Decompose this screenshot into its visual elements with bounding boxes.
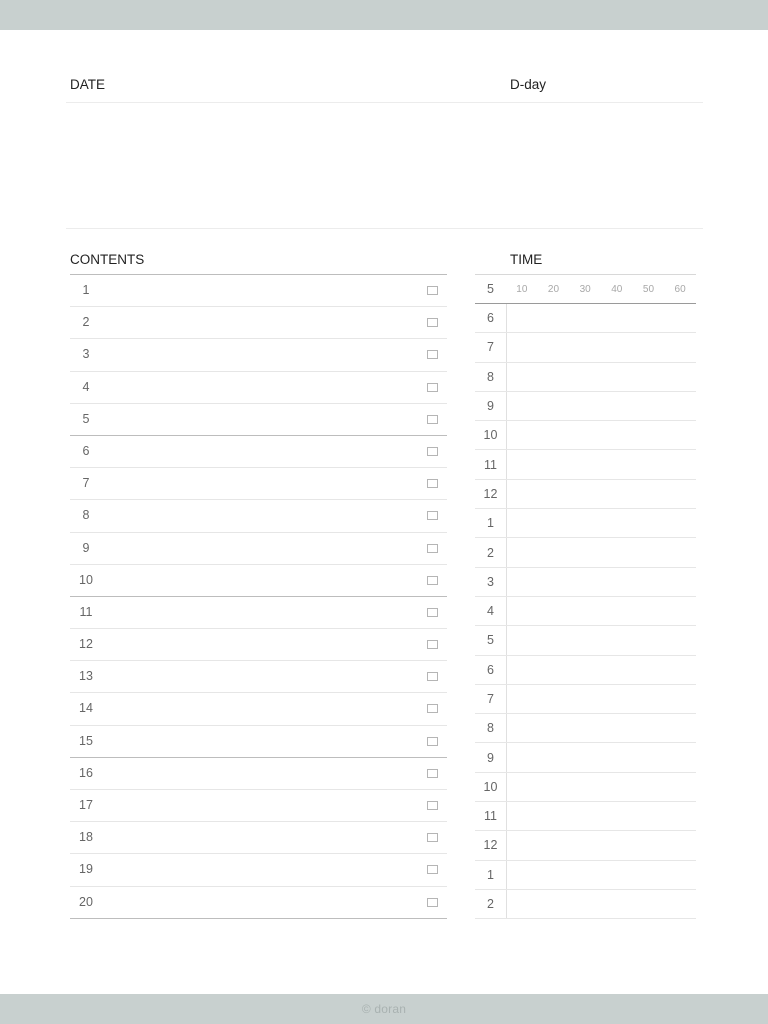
checkbox[interactable]: [427, 286, 438, 295]
time-hour-label: 7: [475, 333, 507, 361]
time-hour-label: 12: [475, 831, 507, 859]
contents-row[interactable]: [70, 854, 447, 886]
minute-tick-label: 20: [547, 283, 560, 295]
checkbox[interactable]: [427, 898, 438, 907]
contents-row-number: 12: [79, 637, 93, 652]
dday-label: D-day: [510, 77, 547, 92]
checkbox[interactable]: [427, 704, 438, 713]
contents-row[interactable]: [70, 887, 447, 919]
time-hour-label: 3: [475, 568, 507, 596]
time-row[interactable]: [475, 714, 696, 743]
time-row[interactable]: [475, 773, 696, 802]
time-hour-label: 1: [475, 509, 507, 537]
contents-row-number: 9: [82, 540, 90, 555]
time-hour-label: 5: [475, 626, 507, 654]
contents-row-number: 2: [82, 315, 90, 330]
contents-row-number: 3: [82, 347, 90, 362]
checkbox[interactable]: [427, 801, 438, 810]
checkbox[interactable]: [427, 737, 438, 746]
time-row[interactable]: [475, 626, 696, 655]
checkbox[interactable]: [427, 544, 438, 553]
contents-row-number: 18: [79, 830, 93, 845]
contents-row-number: 1: [82, 283, 90, 297]
contents-row-number: 10: [79, 572, 93, 587]
checkbox[interactable]: [427, 608, 438, 617]
time-hour-label: 11: [475, 450, 507, 478]
contents-row[interactable]: [70, 404, 447, 436]
contents-row[interactable]: [70, 758, 447, 790]
time-hour-label: 2: [475, 538, 507, 566]
contents-row-number: 8: [82, 508, 90, 523]
time-row[interactable]: [475, 480, 696, 509]
contents-row[interactable]: [70, 500, 447, 532]
bottom-bar: [0, 994, 768, 1024]
time-row[interactable]: [475, 831, 696, 860]
contents-row-number: 4: [82, 379, 90, 394]
time-row[interactable]: [475, 861, 696, 890]
contents-row-number: 5: [82, 411, 90, 426]
contents-row-number: 15: [79, 733, 93, 748]
time-row[interactable]: [475, 743, 696, 772]
contents-list: [70, 274, 447, 919]
time-row[interactable]: [475, 304, 696, 333]
time-row[interactable]: [475, 685, 696, 714]
time-hour-label: 10: [475, 773, 507, 801]
footer-credit: © doran: [361, 1002, 407, 1016]
checkbox[interactable]: [427, 833, 438, 842]
contents-row[interactable]: [70, 693, 447, 725]
checkbox[interactable]: [427, 479, 438, 488]
time-hour-label: 1: [475, 861, 507, 889]
contents-row[interactable]: [70, 629, 447, 661]
minute-scale: [506, 275, 696, 303]
checkbox[interactable]: [427, 511, 438, 520]
notes-area-rule: [66, 228, 703, 229]
contents-row-number: 16: [79, 765, 93, 780]
minute-tick-label: 40: [611, 283, 623, 295]
contents-row-number: 6: [82, 443, 90, 458]
checkbox[interactable]: [427, 865, 438, 874]
time-hour-label: 7: [475, 685, 507, 713]
contents-row-number: 7: [82, 476, 90, 491]
time-hour-label: 12: [475, 480, 507, 508]
contents-row[interactable]: [70, 275, 447, 307]
time-row[interactable]: [475, 450, 696, 479]
contents-row-number: 11: [79, 604, 93, 619]
checkbox[interactable]: [427, 383, 438, 392]
time-hour-label: 6: [475, 304, 507, 332]
contents-row[interactable]: [70, 307, 447, 339]
contents-row[interactable]: [70, 661, 447, 693]
time-row[interactable]: [475, 363, 696, 392]
contents-row[interactable]: [70, 339, 447, 371]
top-bar: [0, 0, 768, 30]
time-row[interactable]: [475, 333, 696, 362]
time-row[interactable]: [475, 568, 696, 597]
contents-row-number: 19: [79, 862, 93, 877]
minute-tick-label: 10: [516, 283, 528, 295]
time-hour-label: 8: [475, 714, 507, 742]
contents-row[interactable]: [70, 790, 447, 822]
header-rule: [66, 102, 703, 103]
minute-tick-label: 30: [579, 283, 591, 295]
contents-row-number: 17: [79, 798, 93, 812]
contents-row-number: 20: [79, 894, 93, 909]
time-hour-label: 6: [475, 656, 507, 684]
time-row[interactable]: [475, 890, 696, 919]
time-row[interactable]: [475, 802, 696, 831]
contents-row-number: 13: [79, 669, 93, 684]
contents-row[interactable]: [70, 533, 447, 565]
minute-tick-label: 60: [674, 283, 686, 295]
time-hour-label: 2: [475, 890, 507, 918]
time-start-hour: 5: [487, 282, 494, 296]
time-hour-label: 9: [475, 743, 507, 771]
time-hour-label: 9: [475, 392, 507, 420]
time-hour-label: 4: [475, 597, 507, 625]
checkbox[interactable]: [427, 447, 438, 456]
checkbox[interactable]: [427, 576, 438, 585]
time-rows: [475, 304, 696, 919]
time-row[interactable]: [475, 421, 696, 450]
contents-row[interactable]: [70, 436, 447, 468]
checkbox[interactable]: [427, 672, 438, 681]
checkbox[interactable]: [427, 415, 438, 424]
contents-row[interactable]: [70, 372, 447, 404]
contents-row[interactable]: [70, 468, 447, 500]
time-header-row: [475, 275, 696, 304]
time-row[interactable]: [475, 597, 696, 626]
time-row[interactable]: [475, 509, 696, 538]
checkbox[interactable]: [427, 640, 438, 649]
contents-row[interactable]: [70, 726, 447, 758]
contents-row-number: 14: [79, 701, 93, 716]
time-table: [475, 274, 696, 919]
contents-row[interactable]: [70, 597, 447, 629]
contents-label: CONTENTS: [70, 252, 145, 267]
date-label: DATE: [70, 77, 106, 92]
time-label: TIME: [510, 252, 543, 267]
time-hour-label: 8: [475, 363, 507, 391]
time-hour-label: 10: [475, 421, 507, 449]
contents-row[interactable]: [70, 565, 447, 597]
minute-tick-label: 50: [642, 283, 655, 295]
time-row[interactable]: [475, 656, 696, 685]
checkbox[interactable]: [427, 769, 438, 778]
checkbox[interactable]: [427, 350, 438, 359]
time-hour-label: 11: [475, 802, 507, 830]
checkbox[interactable]: [427, 318, 438, 327]
time-row[interactable]: [475, 538, 696, 567]
time-row[interactable]: [475, 392, 696, 421]
contents-row[interactable]: [70, 822, 447, 854]
